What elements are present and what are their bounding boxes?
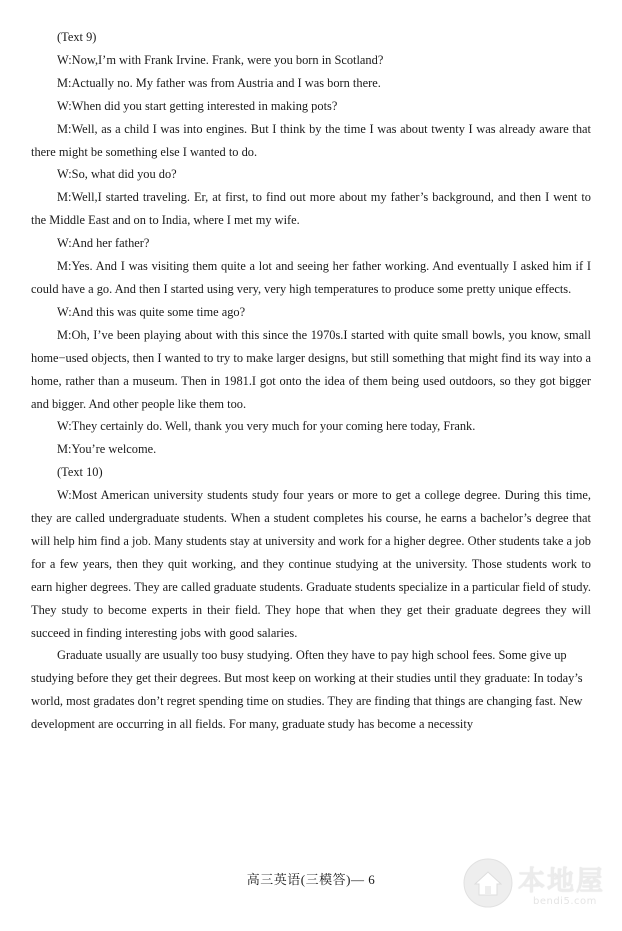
dialogue-line: M:Well, as a child I was into engines. But I think by the time I was about twenty I was already aware that there might be something else I wanted to do.: [31, 121, 591, 159]
dialogue-line: M:Oh, I’ve been playing about with this since the 1970s.I started with quite small bowls, you know, small home−used objects, then I wanted to try to make larger designs, but still something that might find its way into a home, rather than a museum. Then in 1981.I got onto the idea of them being used outdoors, so they got bigger and bigger. And other people like them too.: [31, 327, 591, 411]
house-logo-icon: [462, 857, 514, 909]
watermark: [458, 855, 608, 915]
dialogue-line: W:And her father?: [57, 236, 150, 251]
watermark-url: bendi5.com: [533, 896, 597, 907]
dialogue-line: M:Well,I started traveling. Er, at first, to find out more about my father’s background, and then I went to the Middle East and on to India, where I met my wife.: [31, 190, 591, 228]
dialogue-line: M:Yes. And I was visiting them quite a lot and seeing her father working. And eventually I asked him if I could have a go. And then I started using very, very high temperatures to produce some pretty unique effects.: [31, 259, 591, 296]
text-10-heading: (Text 10): [57, 465, 103, 480]
dialogue-line: W:And this was quite some time ago?: [57, 304, 246, 319]
dialogue-line: M:Actually no. My father was from Austria and I was born there.: [57, 75, 381, 90]
text-9-heading: (Text 9): [57, 30, 97, 44]
monologue-paragraph: Graduate usually are usually too busy studying. Often they have to pay high school fees. Some give up studying before they get their degrees. But most keep on working at their studies until they graduate: In today’s world, most gradates don’t regret spending time on studies. They are finding that things are changing fast. New development are occurring in all fields. For many, graduate study has become a necessity: [31, 648, 583, 732]
dialogue-line: W:When did you start getting interested in making pots?: [57, 98, 338, 113]
dialogue-line: W:They certainly do. Well, thank you very much for your coming here today, Frank.: [57, 419, 476, 434]
monologue-paragraph: W:Most American university students study four years or more to get a college degree. During this time, they are called undergraduate students. When a student completes his course, he earns a bachelor’s degree that will help him find a job. Many students stay at university and work for a higher degree. Other students take a job for a few years, then they quit working, and they continue studying at the university. Those students work to earn higher degrees. They are called graduate students. Graduate students specialize in a particular field of study. They study to become experts in their field. They hope that when they get their graduate degrees they will succeed in finding interesting jobs with good salaries.: [31, 488, 591, 640]
watermark-brand: 本地屋: [518, 866, 605, 897]
dialogue-line: M:You’re welcome.: [57, 442, 157, 457]
page-footer: 高三英语(三模答)— 6: [246, 872, 376, 887]
dialogue-line: W:So, what did you do?: [57, 167, 177, 182]
transcript-body: [31, 26, 591, 736]
dialogue-line: W:Now,I’m with Frank Irvine. Frank, were you born in Scotland?: [57, 52, 384, 67]
